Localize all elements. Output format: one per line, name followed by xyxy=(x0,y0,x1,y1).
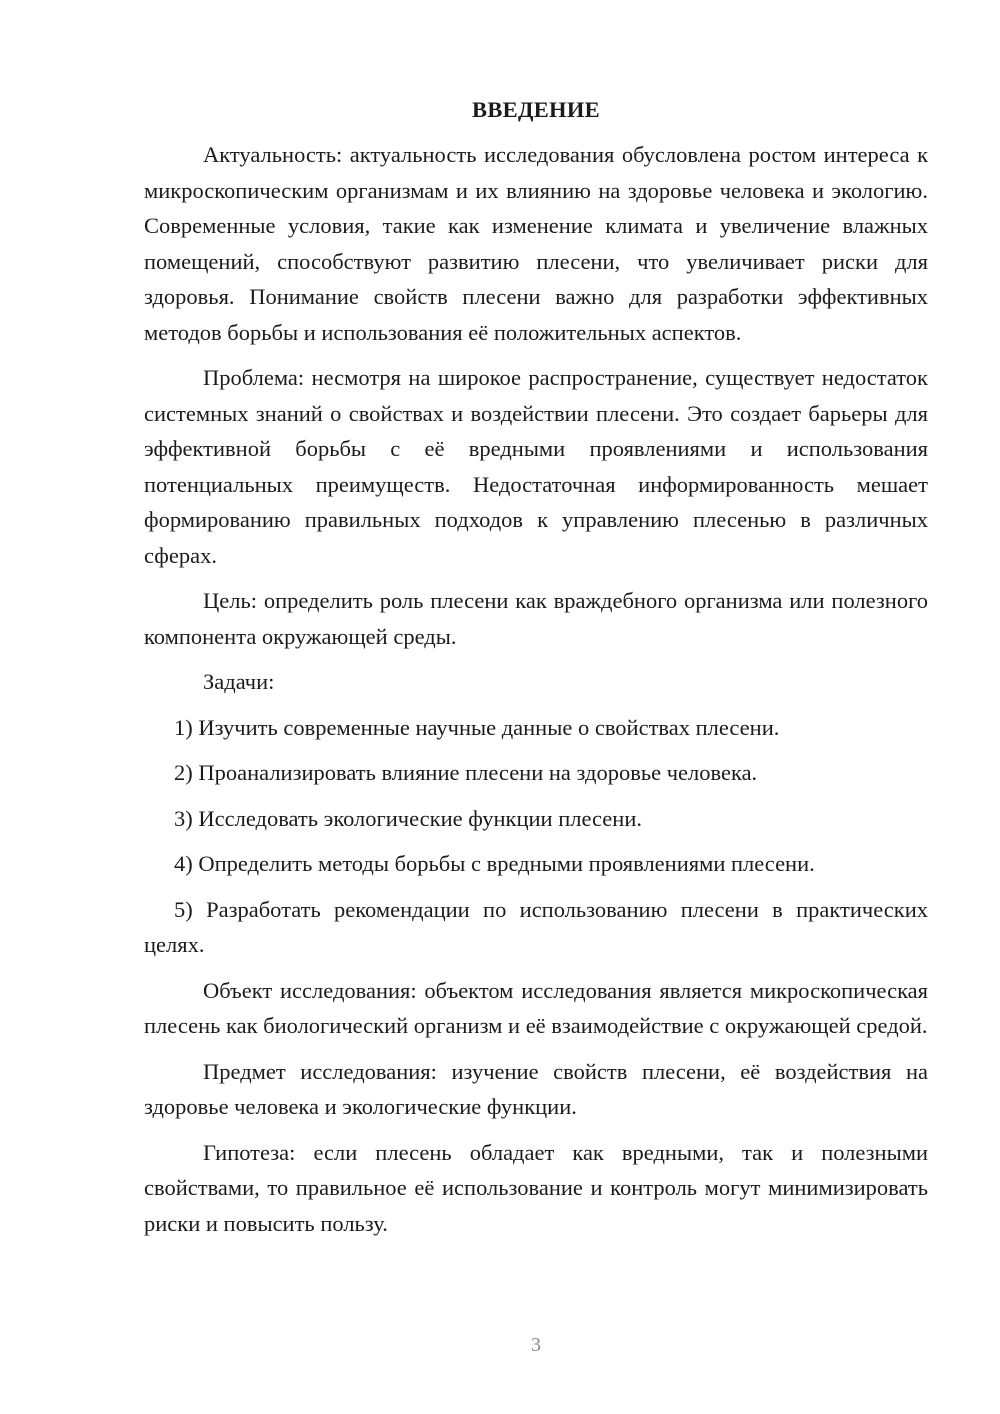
task-item: 5) Разработать рекомендации по использованию плесени в практических целях. xyxy=(144,896,928,957)
tasks-list xyxy=(144,710,928,963)
task-item: 2) Проанализировать влияние плесени на здоровье человека. xyxy=(174,760,758,785)
paragraph-subject: Предмет исследования: изучение свойств плесени, её воздействия на здоровье человека и экологические функции. xyxy=(144,1058,928,1119)
task-item: 3) Исследовать экологические функции плесени. xyxy=(174,805,642,831)
paragraph-problem: Проблема: несмотря на широкое распространение, существует недостаток системных знаний о свойствах и воздействии плесени. Это создает барьеры для эффективной борьбы с её вредными проявлениями и использования потенциальных преимуществ. Недостаточная информированность мешает формированию правильных подходов к управлению плесенью в различных сферах. xyxy=(144,365,928,568)
page-content xyxy=(144,92,928,1251)
paragraph-relevance: Актуальность: актуальность исследования обусловлена ростом интереса к микроскопическим организмам и их влиянию на здоровье человека и экологию. Современные условия, такие как изменение климата и увеличение влажных помещений, способствуют развитию плесени, что увеличивает риски для здоровья. Понимание свойств плесени важно для разработки эффективных методов борьбы и использования её положительных аспектов. xyxy=(144,142,928,345)
page-number: 3 xyxy=(531,1334,541,1356)
paragraph-goal: Цель: определить роль плесени как враждебного организма или полезного компонента окружающей среды. xyxy=(144,588,928,649)
section-heading: ВВЕДЕНИЕ xyxy=(472,97,600,122)
task-item: 4) Определить методы борьбы с вредными проявлениями плесени. xyxy=(174,851,815,876)
tasks-label: Задачи: xyxy=(203,669,275,694)
task-item: 1) Изучить современные научные данные о свойствах плесени. xyxy=(174,714,780,740)
paragraph-hypothesis: Гипотеза: если плесень обладает как вредными, так и полезными свойствами, то правильное её использование и контроль могут минимизировать риски и повысить пользу. xyxy=(144,1139,928,1236)
paragraph-object: Объект исследования: объектом исследования является микроскопическая плесень как биологический организм и её взаимодействие с окружающей средой. xyxy=(144,977,928,1038)
